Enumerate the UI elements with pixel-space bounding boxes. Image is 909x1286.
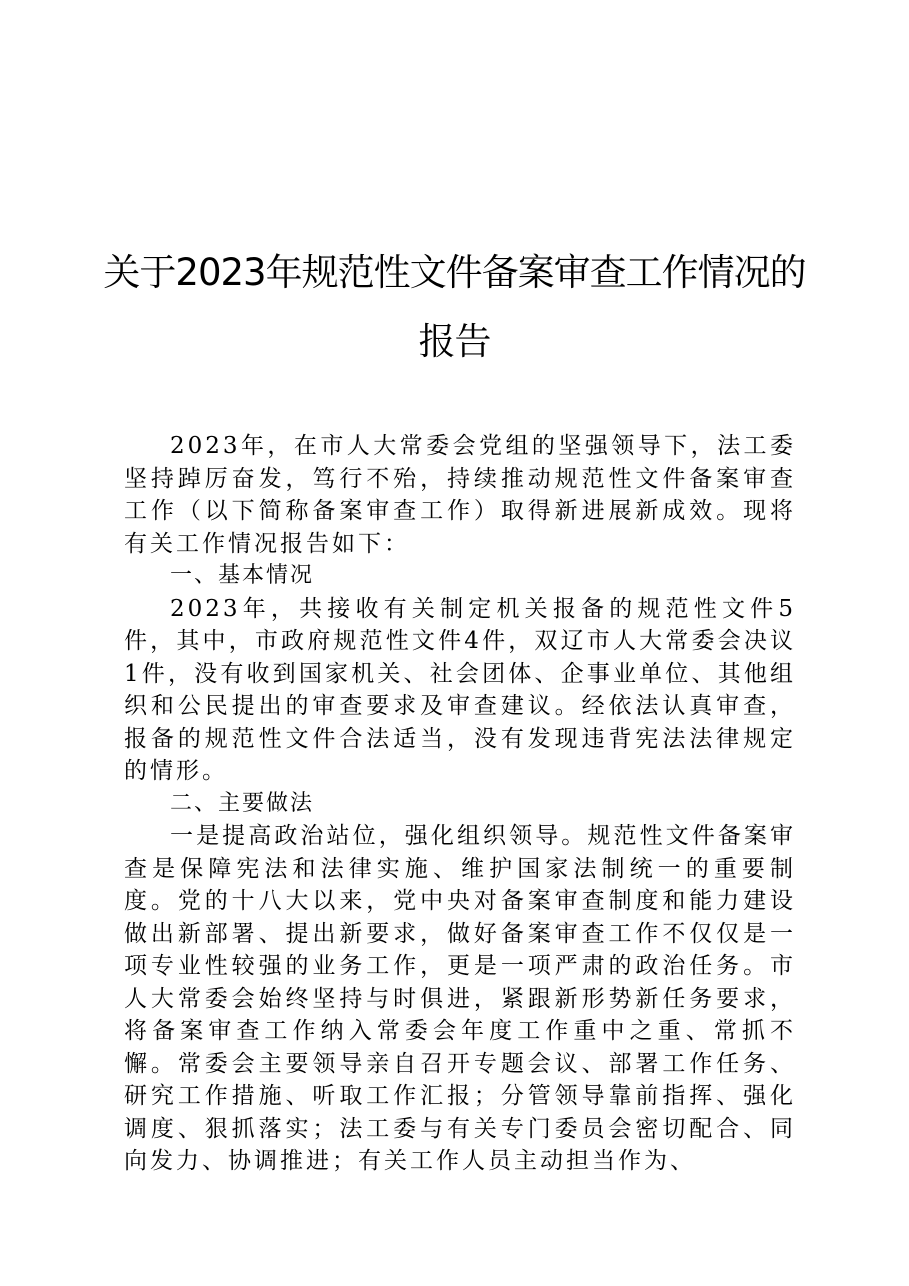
section-2-paragraph: 一是提高政治站位，强化组织领导。规范性文件备案审查是保障宪法和法律实施、维护国家法制统一的重要制度。党的十八大以来，党中央对备案审查制度和能力建设做出新部署、提出新要求，做好备案审查工作不仅仅是一项专业性较强的业务工作，更是一项严肃的政治任务。市人大常委会始终坚持与时俱进，紧跟新形势新任务要求，将备案审查工作纳入常委会年度工作重中之重、常抓不懈。常委会主要领导亲自召开专题会议、部署工作任务、研究工作措施、听取工作汇报；分管领导靠前指挥、强化调度、狠抓落实；法工委与有关专门委员会密切配合、同向发力、协调推进；有关工作人员主动担当作为、 — [124, 823, 796, 1174]
section-2-heading: 二、主要做法 — [170, 790, 315, 816]
document-title-line-2: 报告 — [418, 320, 491, 363]
document-body — [124, 430, 796, 1178]
document-title-line-1: 关于2023年规范性文件备案审查工作情况的 — [103, 251, 806, 294]
section-1-heading: 一、基本情况 — [170, 563, 315, 588]
intro-paragraph: 2023年，在市人大常委会党组的坚强领导下，法工委坚持踔厉奋发，笃行不殆，持续推动规范性文件备案审查工作（以下简称备案审查工作）取得新进展新成效。现将有关工作情况报告如下： — [124, 433, 796, 557]
section-1-paragraph: 2023年，共接收有关制定机关报备的规范性文件5件，其中，市政府规范性文件4件，双辽市人大常委会决议1件，没有收到国家机关、社会团体、企事业单位、其他组织和公民提出的审查要求及审查建议。经依法认真审查，报备的规范性文件合法适当，没有发现违背宪法法律规定的情形。 — [124, 595, 796, 784]
